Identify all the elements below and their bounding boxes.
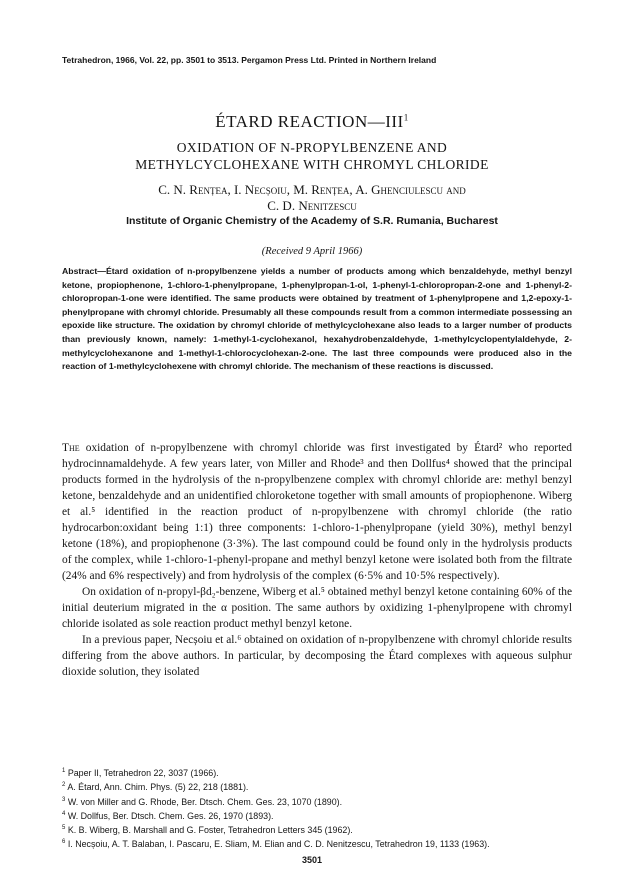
lead-word: The [62,442,80,454]
footnotes [62,765,572,851]
paragraph-1-text: oxidation of n-propylbenzene with chromyl chloride was first investigated by Étard² who reported hydrocinnamaldehyde. A few years later, von Miller and Rhode³ and then Dollfus⁴ showed that the principal products formed in the hydrolysis of the n-propylbenzene complex with chromyl chloride are: methyl benzyl ketone, benzaldehyde and an unidentified chloroketone together with small amounts of propiophenone. Wiberg et al.⁵ identified in the reaction product of n-propylbenzene with chromyl chloride (the ratio hydrocarbon:oxidant being 1:1) three components: 1-chloro-1-phenylpropane (yield 30%), methyl benzyl ketone (18%), and propiophenone (3·3%). The last compound could be found only in the hydrolysis products of the complex, while 1-chloro-1-phenyl-propane and methyl benzyl ketone were isolated both from the filtrate (24% and 6% respectively) and from hydrolysis of the complex (6·5% and 10·5% respectively). [62,442,572,582]
subtitle-line-2: METHYLCYCLOHEXANE WITH CHROMYL CHLORIDE [135,157,489,172]
authors-line-2: C. D. Nenitzescu [267,198,357,213]
footnote-text: K. B. Wiberg, B. Marshall and G. Foster, Tetrahedron Letters 345 (1962). [67,825,353,836]
authors-line-1: C. N. Rențea, I. Necșoiu, M. Rențea, A. Ghenciulescu and [158,182,466,197]
footnote [62,765,572,779]
paragraph-1 [62,440,572,584]
paragraph-3: In a previous paper, Necșoiu et al.⁶ obtained on oxidation of n-propylbenzene with chromyl chloride results differing from the above authors. In particular, by decomposing the Étard complexes with aqueous sulphur dioxide solution, they isolated [62,634,572,678]
footnote [62,822,572,836]
received-date: (Received 9 April 1966) [261,246,363,257]
footnote-text: I. Necșoiu, A. T. Balaban, I. Pascaru, E. Sliam, M. Elian and C. D. Nenitzescu, Tetrahedron 19, 1133 (1963). [67,839,490,850]
footnote-text: A. Étard, Ann. Chim. Phys. (5) 22, 218 (1881). [67,782,249,793]
footnote [62,836,572,850]
footnote-mark: 4 [62,810,66,817]
body-text [62,440,572,680]
footnote [62,779,572,793]
article-title [0,112,624,132]
footnote-text: Paper II, Tetrahedron 22, 3037 (1966). [67,767,219,778]
footnote-mark: 3 [62,796,66,803]
footnote-text: W. Dollfus, Ber. Dtsch. Chem. Ges. 26, 1970 (1893). [67,810,274,821]
title-footnote-mark: 1 [403,112,409,123]
subtitle-line-1: OXIDATION OF N-PROPYLBENZENE AND [176,140,448,155]
footnote-mark: 6 [62,839,66,846]
footnote-mark: 2 [62,782,66,789]
abstract-label: Abstract— [62,266,106,276]
footnote-mark: 1 [62,768,66,774]
paragraph-2: On oxidation of n-propyl-βd₂-benzene, Wiberg et al.⁵ obtained methyl benzyl ketone containing 60% of the initial deuterium migrated in the α position. The same authors by oxidizing 1-phenylpropene with chromyl chloride isolated as sole reaction product methyl benzyl ketone. [62,586,572,630]
affiliation: Institute of Organic Chemistry of the Academy of S.R. Rumania, Bucharest [126,215,498,227]
footnote-text: W. von Miller and G. Rhode, Ber. Dtsch. Chem. Ges. 23, 1070 (1890). [67,796,343,807]
page-number: 3501 [301,855,323,865]
footnote [62,808,572,822]
title-text: ÉTARD REACTION—III [215,112,404,131]
abstract [62,265,572,374]
footnote-mark: 5 [62,825,66,832]
footnote [62,794,572,808]
abstract-text: Étard oxidation of n-propylbenzene yields a number of products among which benzaldehyde, methyl benzyl ketone, propiophenone, 1-chloro-1-phenylpropane, 1-phenylpropan-1-ol, 1-phenyl-1-chloropropan-2-one and 1-phenyl-2-chloropropan-1-one were identified. The same products were obtained by treatment of 1-phenylpropene and 1,2-epoxy-1-phenylpropane with chromyl chloride. Presumably all these compounds result from a common intermediate possessing an epoxide like structure. The oxidation by chromyl chloride of methylcyclohexane also leads to a larger number of products than previously known, namely: 1-methyl-1-cyclohexanol, hexahydrobenzaldehyde, 1-methylcyclopentylaldehyde, 2-methylcyclohexanone and 1-methyl-1-chlorocyclohexan-2-one. The last three compounds were produced also in the reaction of 1-methylcyclohexene with chromyl chloride. The mechanism of these reactions is discussed. [62,266,572,372]
running-head: Tetrahedron, 1966, Vol. 22, pp. 3501 to 3513. Pergamon Press Ltd. Printed in Northern Ireland [62,55,437,65]
